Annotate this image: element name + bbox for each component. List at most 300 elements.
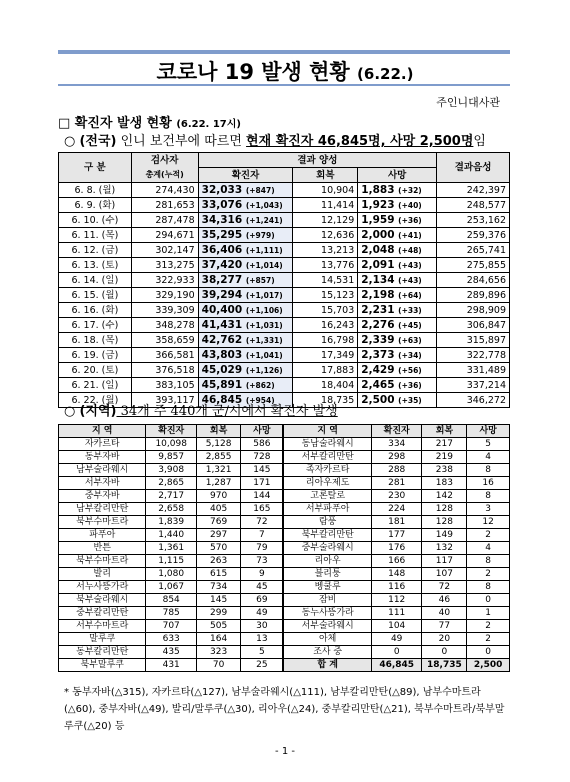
cell-recovered: 183 xyxy=(422,477,467,490)
cell-death: 2 xyxy=(467,568,510,581)
confirmed-increase: (+1,111) xyxy=(245,245,283,255)
cell-confirmed xyxy=(198,303,293,318)
death-value: 2,091 xyxy=(361,258,395,271)
cell-death xyxy=(358,243,437,258)
cell-region: 동남술라웨시 xyxy=(283,438,371,451)
cell-region: 서부칼리만탄 xyxy=(283,451,371,464)
table-row xyxy=(59,620,510,633)
cell-death xyxy=(358,333,437,348)
confirmed-value: 39,294 xyxy=(201,288,243,301)
title-date: (6.22.) xyxy=(357,65,414,83)
cell-recovered: 107 xyxy=(422,568,467,581)
cell-confirmed xyxy=(198,213,293,228)
cell-death xyxy=(358,318,437,333)
cell-recovered: 14,531 xyxy=(293,273,358,288)
cell-region: 서부술라웨시 xyxy=(283,620,371,633)
cell-confirmed: 1,361 xyxy=(146,542,196,555)
death-increase: (+43) xyxy=(398,260,422,270)
cell-region: 서누사뜽가라 xyxy=(59,581,146,594)
death-value: 2,500 xyxy=(361,393,395,406)
cell-confirmed: 707 xyxy=(146,620,196,633)
cell-confirmed: 1,440 xyxy=(146,529,196,542)
death-value: 1,959 xyxy=(361,213,395,226)
table-row xyxy=(59,183,510,198)
cell-tested: 348,278 xyxy=(131,318,198,333)
author: 주인니대사관 xyxy=(436,96,500,109)
table-row xyxy=(59,198,510,213)
cell-tested: 274,430 xyxy=(131,183,198,198)
death-value: 2,198 xyxy=(361,288,395,301)
cell-confirmed: 9,857 xyxy=(146,451,196,464)
cell-recovered: 18,735 xyxy=(293,393,358,408)
cell-recovered: 323 xyxy=(196,646,240,659)
header-negative: 결과음성 xyxy=(437,153,510,183)
header-conf-left: 확진자 xyxy=(146,425,196,438)
cell-tested: 281,653 xyxy=(131,198,198,213)
death-value: 2,231 xyxy=(361,303,395,316)
cell-recovered: 769 xyxy=(196,516,240,529)
cell-region: 북부말루쿠 xyxy=(59,659,146,672)
header-region-left: 지 역 xyxy=(59,425,146,438)
cell-confirmed: 281 xyxy=(371,477,422,490)
cell-recovered: 13,776 xyxy=(293,258,358,273)
cell-recovered: 570 xyxy=(196,542,240,555)
cell-recovered: 149 xyxy=(422,529,467,542)
cell-recovered: 263 xyxy=(196,555,240,568)
table-row xyxy=(59,438,510,451)
national-head: (전국) xyxy=(79,134,117,149)
cell-death: 49 xyxy=(241,607,284,620)
cell-recovered: 217 xyxy=(422,438,467,451)
confirmed-increase: (+1,241) xyxy=(245,215,283,225)
cell-recovered: 128 xyxy=(422,503,467,516)
death-value: 2,373 xyxy=(361,348,395,361)
death-increase: (+33) xyxy=(398,305,422,315)
cell-recovered: 734 xyxy=(196,581,240,594)
confirmed-value: 33,076 xyxy=(201,198,243,211)
cell-recovered: 77 xyxy=(422,620,467,633)
cell-death: 73 xyxy=(241,555,284,568)
cell-region: 서부자바 xyxy=(59,477,146,490)
cell-confirmed: 148 xyxy=(371,568,422,581)
cell-confirmed: 288 xyxy=(371,464,422,477)
confirmed-value: 36,406 xyxy=(201,243,243,256)
cell-recovered: 0 xyxy=(422,646,467,659)
cell-date: 6. 9. (화) xyxy=(59,198,132,213)
cell-confirmed xyxy=(198,363,293,378)
cell-date: 6. 17. (수) xyxy=(59,318,132,333)
death-increase: (+36) xyxy=(398,380,422,390)
cell-recovered: 17,883 xyxy=(293,363,358,378)
cell-region: 남부칼리만탄 xyxy=(59,503,146,516)
cell-confirmed: 112 xyxy=(371,594,422,607)
cell-recovered: 1,287 xyxy=(196,477,240,490)
death-increase: (+64) xyxy=(398,290,422,300)
cell-date: 6. 16. (화) xyxy=(59,303,132,318)
cell-death xyxy=(358,183,437,198)
cell-recovered: 16,243 xyxy=(293,318,358,333)
cell-region: 남부술라웨시 xyxy=(59,464,146,477)
table-row xyxy=(59,333,510,348)
cell-confirmed: 49 xyxy=(371,633,422,646)
confirmed-value: 32,033 xyxy=(201,183,243,196)
cell-death: 171 xyxy=(241,477,284,490)
regional-head: (지역) xyxy=(79,404,117,419)
cell-confirmed: 46,845 xyxy=(371,659,422,672)
footnote: * 동부자바(△315), 자카르타(△127), 남부술라웨시(△111), 남부칼리만탄(△89), 남부수마트라(△60), 중부자바(△49), 발리/말루쿠(△30), 리아우(△24), 중부칼리만탄(△21), 북부수마트라/북부말루쿠(△20) 등 xyxy=(64,687,505,732)
cell-date: 6. 14. (일) xyxy=(59,273,132,288)
national-summary xyxy=(64,130,486,149)
header-conf-right: 확진자 xyxy=(371,425,422,438)
page-number: - 1 - xyxy=(275,746,295,757)
cell-death: 45 xyxy=(241,581,284,594)
cell-death: 8 xyxy=(467,555,510,568)
cell-region: 합 계 xyxy=(283,659,371,672)
cell-recovered: 12,129 xyxy=(293,213,358,228)
section-label: □ 확진자 발생 현황 xyxy=(58,116,172,131)
cell-death: 9 xyxy=(241,568,284,581)
cell-death xyxy=(358,198,437,213)
cell-recovered: 17,349 xyxy=(293,348,358,363)
death-increase: (+36) xyxy=(398,215,422,225)
cell-recovered: 164 xyxy=(196,633,240,646)
cell-negative: 331,489 xyxy=(437,363,510,378)
death-increase: (+35) xyxy=(398,395,422,405)
confirmed-increase: (+1,017) xyxy=(245,290,283,300)
cell-recovered: 20 xyxy=(422,633,467,646)
death-value: 2,339 xyxy=(361,333,395,346)
cell-region: 중부자바 xyxy=(59,490,146,503)
cell-tested: 383,105 xyxy=(131,378,198,393)
death-increase: (+43) xyxy=(398,275,422,285)
cell-confirmed xyxy=(198,183,293,198)
death-value: 2,276 xyxy=(361,318,395,331)
table-row xyxy=(59,568,510,581)
cell-negative: 337,214 xyxy=(437,378,510,393)
cell-confirmed: 633 xyxy=(146,633,196,646)
cell-negative: 306,847 xyxy=(437,318,510,333)
cell-recovered: 15,123 xyxy=(293,288,358,303)
cell-recovered: 117 xyxy=(422,555,467,568)
cell-confirmed: 104 xyxy=(371,620,422,633)
cell-tested: 322,933 xyxy=(131,273,198,288)
confirmed-increase: (+1,031) xyxy=(245,320,283,330)
cell-confirmed xyxy=(198,198,293,213)
cell-region: 서부수마트라 xyxy=(59,620,146,633)
table-row xyxy=(59,477,510,490)
death-increase: (+40) xyxy=(398,200,422,210)
cell-negative: 315,897 xyxy=(437,333,510,348)
cell-confirmed: 0 xyxy=(371,646,422,659)
cell-confirmed: 111 xyxy=(371,607,422,620)
cell-confirmed: 854 xyxy=(146,594,196,607)
header-tested-sub: 총계(누적) xyxy=(131,168,198,183)
death-increase: (+63) xyxy=(398,335,422,345)
cell-recovered: 15,703 xyxy=(293,303,358,318)
confirmed-value: 46,845 xyxy=(201,393,243,406)
cell-death xyxy=(358,228,437,243)
header-death: 사망 xyxy=(358,168,437,183)
cell-confirmed xyxy=(198,318,293,333)
cell-death: 69 xyxy=(241,594,284,607)
cell-date: 6. 13. (토) xyxy=(59,258,132,273)
cell-confirmed xyxy=(198,258,293,273)
cell-recovered: 72 xyxy=(422,581,467,594)
cell-death: 16 xyxy=(467,477,510,490)
table-row xyxy=(59,243,510,258)
cell-region: 북부칼리만탄 xyxy=(283,529,371,542)
cell-region: 잠비 xyxy=(283,594,371,607)
cell-death: 8 xyxy=(467,490,510,503)
cell-negative: 322,778 xyxy=(437,348,510,363)
cell-confirmed xyxy=(198,273,293,288)
cell-recovered: 505 xyxy=(196,620,240,633)
confirmed-value: 37,420 xyxy=(201,258,243,271)
cell-region: 서부파푸아 xyxy=(283,503,371,516)
table-row xyxy=(59,258,510,273)
cell-confirmed: 334 xyxy=(371,438,422,451)
cell-date: 6. 20. (토) xyxy=(59,363,132,378)
cell-death: 2 xyxy=(467,633,510,646)
table-row xyxy=(59,516,510,529)
death-increase: (+32) xyxy=(398,185,422,195)
cell-region: 발리 xyxy=(59,568,146,581)
national-table xyxy=(58,152,510,408)
table-row xyxy=(59,273,510,288)
cell-region: 족자카르타 xyxy=(283,464,371,477)
cell-recovered: 5,128 xyxy=(196,438,240,451)
cell-date: 6. 15. (월) xyxy=(59,288,132,303)
header-confirmed: 확진자 xyxy=(198,168,293,183)
cell-region: 동누사뜽가라 xyxy=(283,607,371,620)
cell-recovered: 40 xyxy=(422,607,467,620)
cell-region: 아체 xyxy=(283,633,371,646)
cell-confirmed: 435 xyxy=(146,646,196,659)
cell-death: 586 xyxy=(241,438,284,451)
confirmed-value: 40,400 xyxy=(201,303,243,316)
cell-region: 고론탈로 xyxy=(283,490,371,503)
death-value: 2,048 xyxy=(361,243,395,256)
cell-recovered: 142 xyxy=(422,490,467,503)
table-row xyxy=(59,633,510,646)
cell-confirmed: 1,067 xyxy=(146,581,196,594)
table-row xyxy=(59,288,510,303)
cell-death xyxy=(358,348,437,363)
cell-death: 25 xyxy=(241,659,284,672)
cell-death: 1 xyxy=(467,607,510,620)
section-time: (6.22. 17시) xyxy=(176,119,241,130)
cell-negative: 298,909 xyxy=(437,303,510,318)
table-row xyxy=(59,363,510,378)
cell-region: 말루쿠 xyxy=(59,633,146,646)
cell-recovered: 238 xyxy=(422,464,467,477)
confirmed-value: 35,295 xyxy=(201,228,243,241)
cell-region: 북부술라웨시 xyxy=(59,594,146,607)
table-row xyxy=(59,529,510,542)
cell-negative: 346,272 xyxy=(437,393,510,408)
confirmed-value: 43,803 xyxy=(201,348,243,361)
cell-negative: 284,656 xyxy=(437,273,510,288)
cell-region: 반튼 xyxy=(59,542,146,555)
cell-death: 8 xyxy=(467,464,510,477)
cell-region: 파푸아 xyxy=(59,529,146,542)
cell-region: 북부수마트라 xyxy=(59,555,146,568)
regional-tail: 34개 주 440개 군/시에서 확진자 발생 xyxy=(116,404,338,419)
confirmed-value: 42,762 xyxy=(201,333,243,346)
cell-recovered: 2,855 xyxy=(196,451,240,464)
cell-confirmed: 230 xyxy=(371,490,422,503)
cell-region: 조사 중 xyxy=(283,646,371,659)
confirmed-value: 38,277 xyxy=(201,273,243,286)
cell-date: 6. 12. (금) xyxy=(59,243,132,258)
cell-recovered: 615 xyxy=(196,568,240,581)
table-row xyxy=(59,451,510,464)
cell-recovered: 219 xyxy=(422,451,467,464)
national-prefix: ○ xyxy=(64,134,80,149)
cell-death: 79 xyxy=(241,542,284,555)
cell-death: 2 xyxy=(467,529,510,542)
cell-confirmed: 166 xyxy=(371,555,422,568)
cell-death xyxy=(358,363,437,378)
cell-death: 728 xyxy=(241,451,284,464)
table-row xyxy=(59,542,510,555)
confirmed-increase: (+954) xyxy=(245,395,275,405)
cell-region: 벵쿨루 xyxy=(283,581,371,594)
confirmed-increase: (+847) xyxy=(245,185,275,195)
death-increase: (+48) xyxy=(398,245,422,255)
confirmed-value: 45,891 xyxy=(201,378,243,391)
cell-negative: 242,397 xyxy=(437,183,510,198)
cell-tested: 287,478 xyxy=(131,213,198,228)
death-increase: (+45) xyxy=(398,320,422,330)
cell-tested: 313,275 xyxy=(131,258,198,273)
cell-confirmed xyxy=(198,333,293,348)
cell-death: 4 xyxy=(467,542,510,555)
cell-confirmed xyxy=(198,378,293,393)
cell-tested: 302,147 xyxy=(131,243,198,258)
table-row xyxy=(59,348,510,363)
cell-date: 6. 11. (목) xyxy=(59,228,132,243)
cell-confirmed: 3,908 xyxy=(146,464,196,477)
table-row xyxy=(59,646,510,659)
cell-confirmed: 176 xyxy=(371,542,422,555)
cell-death: 0 xyxy=(467,646,510,659)
confirmed-increase: (+1,041) xyxy=(245,350,283,360)
section-heading xyxy=(58,112,241,131)
cell-death xyxy=(358,213,437,228)
cell-region: 중부술라웨시 xyxy=(283,542,371,555)
cell-death xyxy=(358,393,437,408)
header-region-right: 지 역 xyxy=(283,425,371,438)
confirmed-value: 34,316 xyxy=(201,213,243,226)
regional-summary xyxy=(64,400,338,419)
cell-date: 6. 10. (수) xyxy=(59,213,132,228)
cell-confirmed: 181 xyxy=(371,516,422,529)
cell-tested: 393,117 xyxy=(131,393,198,408)
cell-negative: 289,896 xyxy=(437,288,510,303)
cell-death: 5 xyxy=(241,646,284,659)
death-value: 2,134 xyxy=(361,273,395,286)
header-recovered: 회복 xyxy=(293,168,358,183)
cell-date: 6. 8. (월) xyxy=(59,183,132,198)
cell-confirmed: 224 xyxy=(371,503,422,516)
cell-death xyxy=(358,288,437,303)
cell-date: 6. 21. (일) xyxy=(59,378,132,393)
confirmed-increase: (+1,106) xyxy=(245,305,283,315)
cell-recovered: 10,904 xyxy=(293,183,358,198)
table-row xyxy=(59,464,510,477)
table-row xyxy=(59,213,510,228)
cell-death: 13 xyxy=(241,633,284,646)
cell-death xyxy=(358,303,437,318)
header-rec-left: 회복 xyxy=(196,425,240,438)
cell-region: 동부자바 xyxy=(59,451,146,464)
cell-region: 람풍 xyxy=(283,516,371,529)
cell-confirmed: 10,098 xyxy=(146,438,196,451)
cell-confirmed xyxy=(198,243,293,258)
confirmed-value: 45,029 xyxy=(201,363,243,376)
cell-tested: 339,309 xyxy=(131,303,198,318)
cell-confirmed: 116 xyxy=(371,581,422,594)
cell-confirmed: 2,658 xyxy=(146,503,196,516)
cell-confirmed: 1,115 xyxy=(146,555,196,568)
death-value: 2,465 xyxy=(361,378,395,391)
header-tested: 검사자 xyxy=(131,153,198,168)
national-bold: 현재 확진자 46,845명, 사망 2,500명 xyxy=(246,134,474,149)
death-value: 2,000 xyxy=(361,228,395,241)
table-row xyxy=(59,228,510,243)
death-value: 1,923 xyxy=(361,198,395,211)
cell-negative: 253,162 xyxy=(437,213,510,228)
cell-date: 6. 19. (금) xyxy=(59,348,132,363)
header-death-left: 사망 xyxy=(241,425,284,438)
cell-confirmed: 1,839 xyxy=(146,516,196,529)
title-top-rule xyxy=(58,50,510,54)
cell-recovered: 18,404 xyxy=(293,378,358,393)
cell-negative: 248,577 xyxy=(437,198,510,213)
cell-recovered: 18,735 xyxy=(422,659,467,672)
table-row xyxy=(59,581,510,594)
cell-death xyxy=(358,378,437,393)
table-row xyxy=(59,607,510,620)
cell-recovered: 16,798 xyxy=(293,333,358,348)
cell-confirmed: 298 xyxy=(371,451,422,464)
cell-date: 6. 22. (월) xyxy=(59,393,132,408)
cell-death: 0 xyxy=(467,594,510,607)
cell-negative: 259,376 xyxy=(437,228,510,243)
confirmed-increase: (+1,126) xyxy=(245,365,283,375)
national-mid: 인니 보건부에 따르면 xyxy=(116,134,247,149)
confirmed-increase: (+1,014) xyxy=(245,260,283,270)
table-row xyxy=(59,378,510,393)
title-main: 코로나 19 발생 현황 xyxy=(156,60,350,84)
cell-confirmed xyxy=(198,348,293,363)
cell-confirmed: 785 xyxy=(146,607,196,620)
cell-tested: 358,659 xyxy=(131,333,198,348)
cell-confirmed xyxy=(198,288,293,303)
cell-region: 자카르타 xyxy=(59,438,146,451)
cell-death: 4 xyxy=(467,451,510,464)
cell-date: 6. 18. (목) xyxy=(59,333,132,348)
cell-recovered: 46 xyxy=(422,594,467,607)
cell-recovered: 128 xyxy=(422,516,467,529)
header-div: 구 분 xyxy=(59,153,132,183)
cell-recovered: 297 xyxy=(196,529,240,542)
header-result: 결과 양성 xyxy=(198,153,436,168)
confirmed-value: 41,431 xyxy=(201,318,243,331)
page-title xyxy=(0,56,570,86)
confirmed-increase: (+1,043) xyxy=(245,200,283,210)
